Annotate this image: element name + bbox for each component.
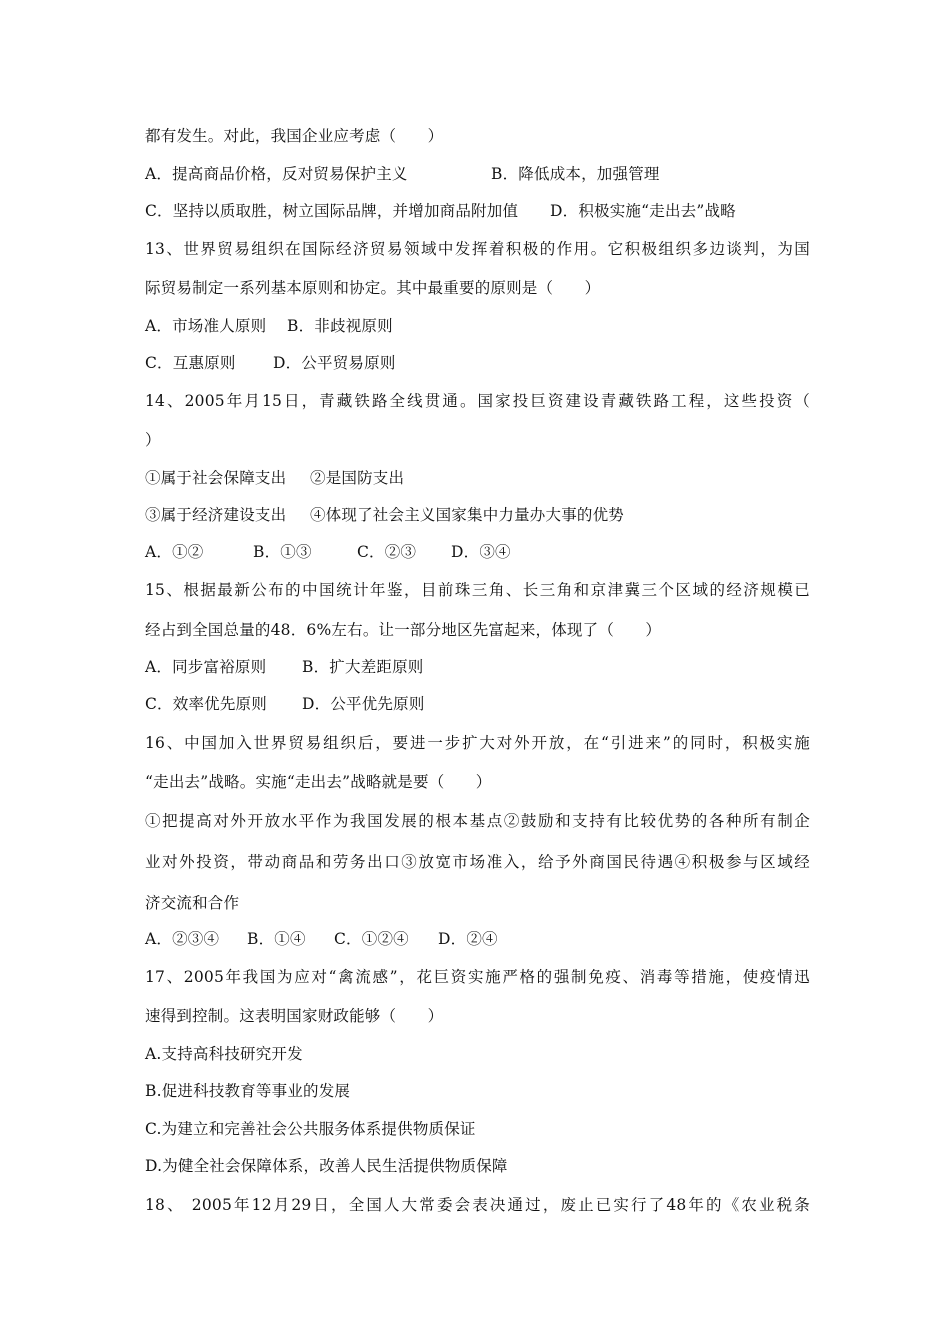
question-16-line-3: ①把提高对外开放水平作为我国发展的根本基点②鼓励和支持有比较优势的各种所有制企 <box>145 812 810 830</box>
option-a: A．提高商品价格，反对贸易保护主义 <box>145 165 408 183</box>
option-row <box>145 657 810 677</box>
question-15-line-1: 15、根据最新公布的中国统计年鉴，目前珠三角、长三角和京津冀三个区域的经济规模已 <box>145 581 810 599</box>
question-14-line-2: ） <box>145 431 161 449</box>
option-d: D．③④ <box>451 543 511 561</box>
question-16-line-4: 业对外投资，带动商品和劳务出口③放宽市场准入，给予外商国民待遇④积极参与区域经 <box>145 853 810 871</box>
option-row <box>145 316 810 336</box>
option-d: D．公平优先原则 <box>302 695 425 713</box>
option-d: D.为健全社会保障体系，改善人民生活提供物质保障 <box>145 1157 508 1175</box>
text-line: 都有发生。对此，我国企业应考虑（ ） <box>145 127 444 145</box>
statement-2: ②是国防支出 <box>310 469 405 487</box>
option-d: D．公平贸易原则 <box>273 354 396 372</box>
option-b: B．扩大差距原则 <box>302 658 424 676</box>
statement-1: ①属于社会保障支出 <box>145 469 287 487</box>
option-c: C．效率优先原则 <box>145 695 267 713</box>
option-a: A．同步富裕原则 <box>145 658 267 676</box>
option-c: C．坚持以质取胜，树立国际品牌，并增加商品附加值 <box>145 202 519 220</box>
option-row <box>145 468 810 488</box>
option-c: C．②③ <box>357 543 417 561</box>
option-b: B．①④ <box>247 930 306 948</box>
option-b: B．①③ <box>253 543 312 561</box>
option-c: C.为建立和完善社会公共服务体系提供物质保证 <box>145 1120 476 1138</box>
question-17-line-2: 速得到控制。这表明国家财政能够（ ） <box>145 1007 444 1025</box>
option-a: A．市场准人原则 <box>145 317 267 335</box>
option-row <box>145 542 810 562</box>
option-c: C．互惠原则 <box>145 354 236 372</box>
option-a: A．①② <box>145 543 204 561</box>
question-13-line-1: 13、世界贸易组织在国际经济贸易领域中发挥着积极的作用。它积极组织多边谈判，为国 <box>145 240 810 258</box>
option-a: A.支持高科技研究开发 <box>145 1045 303 1063</box>
option-d: D．②④ <box>438 930 498 948</box>
statement-4: ④体现了社会主义国家集中力量办大事的优势 <box>310 506 625 524</box>
option-c: C．①②④ <box>334 930 409 948</box>
question-16-line-2: “走出去”战略。实施“走出去”战略就是要（ ） <box>145 773 492 791</box>
option-row <box>145 201 810 221</box>
option-d: D．积极实施“走出去”战略 <box>550 202 736 220</box>
question-16-line-1: 16、中国加入世界贸易组织后，要进一步扩大对外开放，在“引进来”的同时，积极实施 <box>145 734 810 752</box>
option-b: B．降低成本，加强管理 <box>491 165 660 183</box>
option-row <box>145 353 810 373</box>
question-17-line-1: 17、2005年我国为应对“禽流感”，花巨资实施严格的强制免疫、消毒等措施，使疫情迅 <box>145 968 810 986</box>
option-b: B.促进科技教育等事业的发展 <box>145 1082 351 1100</box>
statement-3: ③属于经济建设支出 <box>145 506 287 524</box>
option-row <box>145 505 810 525</box>
option-row <box>145 929 810 949</box>
option-a: A．②③④ <box>145 930 220 948</box>
question-14-line-1: 14、2005年月15日，青藏铁路全线贯通。国家投巨资建设青藏铁路工程，这些投资（ <box>145 392 810 410</box>
question-15-line-2: 经占到全国总量的48．6%左右。让一部分地区先富起来，体现了（ ） <box>145 621 662 639</box>
question-18-line-1: 18、 2005年12月29日，全国人大常委会表决通过，废止已实行了48年的《农业税条 <box>145 1196 810 1214</box>
question-16-line-5: 济交流和合作 <box>145 894 240 912</box>
option-row <box>145 164 810 184</box>
option-row <box>145 694 810 714</box>
option-b: B．非歧视原则 <box>287 317 393 335</box>
question-13-line-2: 际贸易制定一系列基本原则和协定。其中最重要的原则是（ ） <box>145 279 601 297</box>
